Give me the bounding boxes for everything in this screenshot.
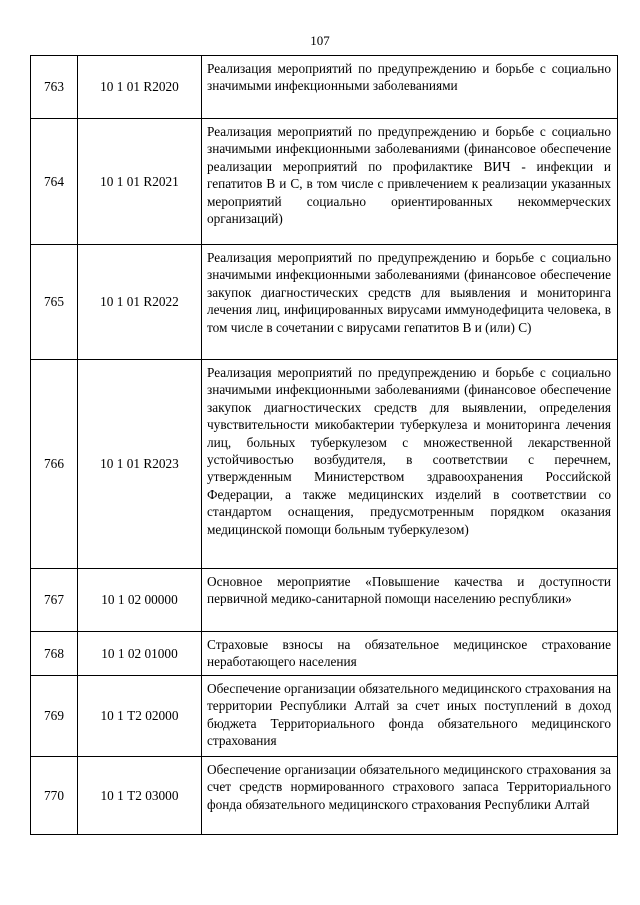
row-number: 769 — [31, 675, 78, 756]
row-description: Страховые взносы на обязательное медицинское страхование неработающего населения — [202, 632, 618, 676]
budget-code: 10 1 01 R2022 — [78, 245, 202, 360]
table-row — [31, 56, 618, 119]
row-description: Обеспечение организации обязательного медицинского страхования за счет средств нормированного страхового запаса Территориального фонда обязательного медицинского страхования Республики Алтай — [202, 756, 618, 834]
budget-code: 10 1 01 R2020 — [78, 56, 202, 119]
row-number: 766 — [31, 360, 78, 569]
budget-code: 10 1 02 01000 — [78, 632, 202, 676]
row-number: 764 — [31, 119, 78, 245]
budget-code: 10 1 Т2 03000 — [78, 756, 202, 834]
row-description: Реализация мероприятий по предупреждению и борьбе с социально значимыми инфекционными заболеваниями — [202, 56, 618, 119]
row-description: Обеспечение организации обязательного медицинского страхования на территории Республики Алтай за счет иных поступлений в доход бюджета Территориального фонда обязательного медицинского страхования — [202, 675, 618, 756]
row-description: Реализация мероприятий по предупреждению и борьбе с социально значимыми инфекционными заболеваниями (финансовое обеспечение закупок диагностических средств для выявлении, определения чувствительности микобактерии туберкулеза и мониторинга лечения лиц, больных туберкулезом с множественной лекарственной устойчивостью возбудителя, в соответствии с перечнем, утвержденным Министерством здравоохранения Российской Федерации, а также медицинских изделий в соответствии со стандартом оснащения, предусмотренным порядком оказания медицинской помощи больным туберкулезом) — [202, 360, 618, 569]
row-number: 763 — [31, 56, 78, 119]
row-number: 765 — [31, 245, 78, 360]
budget-code-table — [30, 55, 618, 835]
budget-code: 10 1 01 R2023 — [78, 360, 202, 569]
budget-code: 10 1 02 00000 — [78, 569, 202, 632]
table-row — [31, 569, 618, 632]
table-row — [31, 119, 618, 245]
table-row — [31, 756, 618, 834]
table-row — [31, 245, 618, 360]
page-number: 107 — [310, 33, 330, 48]
row-description: Реализация мероприятий по предупреждению и борьбе с социально значимыми инфекционными заболеваниями (финансовое обеспечение реализации мероприятий по профилактике ВИЧ - инфекции и гепатитов В и С, в том числе с привлечением к реализации указанных мероприятий социально ориентированных некоммерческих организаций) — [202, 119, 618, 245]
table-row — [31, 360, 618, 569]
row-number: 770 — [31, 756, 78, 834]
row-number: 767 — [31, 569, 78, 632]
table-row — [31, 632, 618, 676]
row-description: Реализация мероприятий по предупреждению и борьбе с социально значимыми инфекционными заболеваниями (финансовое обеспечение закупок диагностических средств для выявления и мониторинга лечения лиц, инфицированных вирусами иммунодефицита человека, в том числе в сочетании с вирусами гепатитов В и (или) С) — [202, 245, 618, 360]
row-number: 768 — [31, 632, 78, 676]
budget-code: 10 1 01 R2021 — [78, 119, 202, 245]
table-row — [31, 675, 618, 756]
row-description: Основное мероприятие «Повышение качества и доступности первичной медико-санитарной помощи населению республики» — [202, 569, 618, 632]
budget-code: 10 1 Т2 02000 — [78, 675, 202, 756]
